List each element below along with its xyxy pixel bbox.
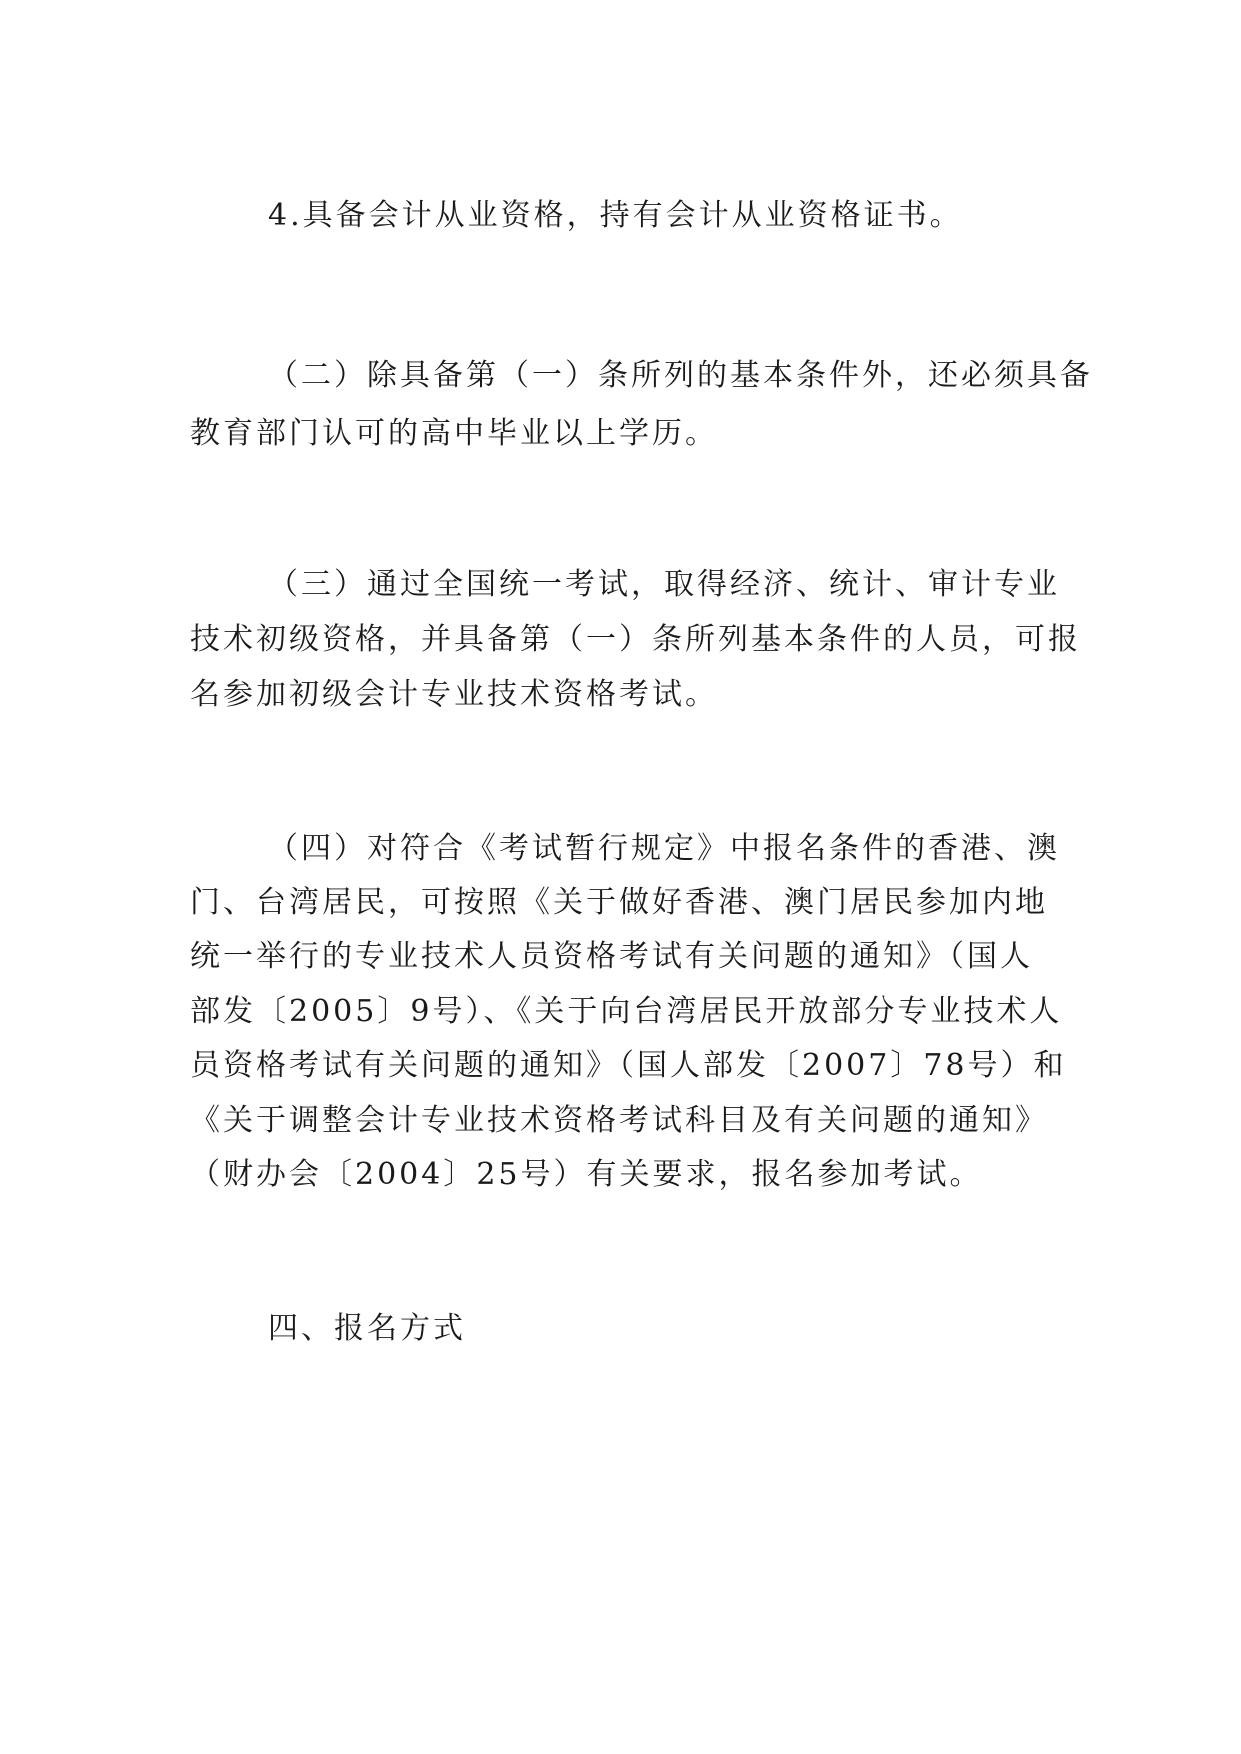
text-line: （二）除具备第（一）条所列的基本条件外，还必须具备	[268, 358, 1093, 393]
text-line: 员资格考试有关问题的通知》（国人部发〔2007〕78号）和	[190, 1048, 1067, 1083]
text-line: （四）对符合《考试暂行规定》中报名条件的香港、澳	[268, 831, 1060, 866]
text-line: 统一举行的专业技术人员资格考试有关问题的通知》（国人	[190, 939, 1033, 974]
heading-text: 四、报名方式	[268, 1311, 466, 1346]
text-line: 技术初级资格，并具备第（一）条所列基本条件的人员，可报	[190, 622, 1081, 657]
text-line: 部发〔2005〕9号）、《关于向台湾居民开放部分专业技术人	[190, 994, 1063, 1029]
text-line: 教育部门认可的高中毕业以上学历。	[190, 416, 718, 451]
text-line: （三）通过全国统一考试，取得经济、统计、审计专业	[268, 567, 1060, 602]
text-line: 名参加初级会计专业技术资格考试。	[190, 677, 718, 712]
text-line: 《关于调整会计专业技术资格考试科目及有关问题的通知》	[190, 1103, 1048, 1138]
text-line: 4.具备会计从业资格，持有会计从业资格证书。	[268, 198, 963, 233]
text-line: （财办会〔2004〕25号）有关要求，报名参加考试。	[190, 1157, 983, 1192]
text-line: 门、台湾居民，可按照《关于做好香港、澳门居民参加内地	[190, 885, 1048, 920]
